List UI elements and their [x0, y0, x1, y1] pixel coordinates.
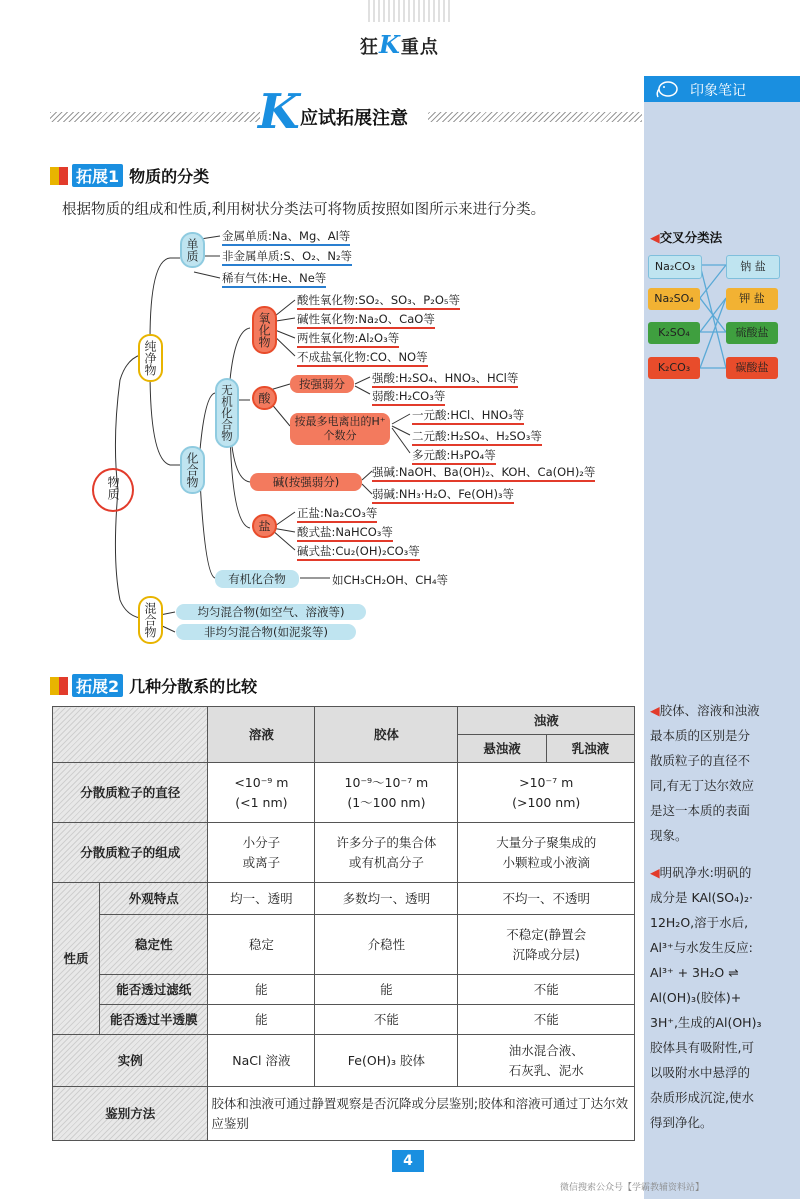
cross-right-1: 钠 盐: [726, 255, 780, 279]
table-row: [53, 883, 635, 915]
header-k-logo: K: [379, 30, 401, 59]
section2-tag: 拓展2: [72, 674, 123, 697]
page-title: 应试拓展注意: [300, 108, 408, 129]
side-note-1: ◀胶体、溶液和浊液 最本质的区别是分 散质粒子的直径不 同,有无丁达尔效应 是这一本质的表面 现象。: [650, 703, 760, 843]
sidebar-title: 印象笔记: [690, 83, 746, 99]
cross-left-3: K₂SO₄: [648, 322, 700, 344]
cross-heading: ◀交叉分类法: [650, 230, 723, 245]
table-header-solution: 溶液: [208, 707, 315, 763]
cell: >10⁻⁷ m (>100 nm): [458, 763, 635, 823]
tree-acidic-oxide: 酸性氧化物:SO₂、SO₃、P₂O₅等: [297, 292, 460, 310]
header-prefix: 狂: [360, 37, 379, 58]
section1-title: 物质的分类: [129, 167, 210, 186]
table-header-suspension: 悬浊液: [458, 735, 546, 763]
tree-weak-base: 弱碱:NH₃·H₂O、Fe(OH)₃等: [372, 486, 514, 504]
comparison-table: [52, 706, 635, 1141]
cell: 大量分子聚集成的 小颗粒或小液滴: [458, 823, 635, 883]
cell: 均一、透明: [208, 883, 315, 915]
tree-compound: 化合物: [180, 446, 205, 494]
row-label: 稳定性: [100, 915, 208, 975]
cross-right-3: 硫酸盐: [726, 322, 778, 344]
tree-normal-salt: 正盐:Na₂CO₃等: [297, 505, 377, 523]
tree-inorganic: 无机化合物: [215, 378, 239, 448]
property-label: 性质: [53, 883, 100, 1035]
cross-right-2: 钾 盐: [726, 288, 778, 310]
table-row: [53, 975, 635, 1005]
tree-oxide: 氧化物: [252, 306, 277, 354]
row-label: 分散质粒子的直径: [53, 763, 208, 823]
cross-left-2: Na₂SO₄: [648, 288, 700, 310]
table-row: [53, 1005, 635, 1035]
table-header-colloid: 胶体: [315, 707, 458, 763]
tree-root: 物质: [92, 468, 134, 512]
section1-intro: 根据物质的组成和性质,利用树状分类法可将物质按照如图所示来进行分类。: [62, 202, 546, 218]
cross-right-4: 碳酸盐: [726, 357, 778, 379]
cell: 小分子 或离子: [208, 823, 315, 883]
cell: 不能: [458, 975, 635, 1005]
tree-metal: 金属单质:Na、Mg、Al等: [222, 228, 350, 246]
tree-nonmetal: 非金属单质:S、O₂、N₂等: [222, 248, 352, 266]
cell: 不能: [458, 1005, 635, 1035]
book-icon: [50, 677, 68, 695]
side-note-2: ◀明矾净水:明矾的 成分是 KAl(SO₄)₂· 12H₂O,溶于水后, Al³⁺与水发生反应: Al³⁺ + 3H₂O ⇌ Al(OH)₃(胶体)+ 3H⁺,生成的Al(OH)₃ 胶体具有吸附性,可 以吸附水中悬浮的 杂质形成沉淀,使水 得到净化。: [650, 865, 762, 1130]
tree-pure: 纯净物: [138, 334, 163, 382]
table-row: [53, 823, 635, 883]
cell: 多数均一、透明: [315, 883, 458, 915]
tree-strong-base: 强碱:NaOH、Ba(OH)₂、KOH、Ca(OH)₂等: [372, 464, 595, 482]
page-number: 4: [392, 1150, 424, 1172]
cross-left-1: Na₂CO₃: [648, 255, 702, 279]
table-header-turbid: 浊液: [458, 707, 635, 735]
tree-base: 碱(按强弱分): [250, 473, 362, 491]
header-suffix: 重点: [400, 37, 439, 58]
row-label: 实例: [53, 1035, 208, 1087]
tree-mixture: 混合物: [138, 596, 163, 644]
cell: NaCl 溶液: [208, 1035, 315, 1087]
footer-watermark: 微信搜索公众号【学霸教辅资料站】: [560, 1183, 705, 1193]
cell: 不能: [315, 1005, 458, 1035]
tree-basic-oxide: 碱性氧化物:Na₂O、CaO等: [297, 311, 435, 329]
cell: 不均一、不透明: [458, 883, 635, 915]
cell: <10⁻⁹ m (<1 nm): [208, 763, 315, 823]
cell: Fe(OH)₃ 胶体: [315, 1035, 458, 1087]
tree-acid: 酸: [252, 386, 277, 410]
cell: 胶体和浊液可通过静置观察是否沉降或分层鉴别;胶体和溶液可通过丁达尔效应鉴别: [208, 1087, 635, 1141]
tree-heterogeneous: 非均匀混合物(如泥浆等): [176, 624, 356, 640]
row-label: 分散质粒子的组成: [53, 823, 208, 883]
tree-neutral-oxide: 不成盐氧化物:CO、NO等: [297, 349, 428, 367]
tree-weak-acid: 弱酸:H₂CO₃等: [372, 388, 445, 406]
cross-left-4: K₂CO₃: [648, 357, 700, 379]
tree-organic: 有机化合物: [215, 570, 299, 588]
table-corner: [53, 707, 208, 763]
section1-tag: 拓展1: [72, 164, 123, 187]
cell: 能: [208, 1005, 315, 1035]
cell: 许多分子的集合体 或有机高分子: [315, 823, 458, 883]
table-row: [53, 1035, 635, 1087]
tree-organic-example: 如CH₃CH₂OH、CH₄等: [332, 573, 449, 587]
tree-mono-acid: 一元酸:HCl、HNO₃等: [412, 407, 524, 425]
cell: 能: [208, 975, 315, 1005]
tree-acid-salt: 酸式盐:NaHCO₃等: [297, 524, 393, 542]
tree-acid-h: 按最多电离出的H⁺个数分: [290, 413, 390, 445]
tree-homogeneous: 均匀混合物(如空气、溶液等): [176, 604, 366, 620]
cell: 不稳定(静置会 沉降或分层): [458, 915, 635, 975]
table-row: [53, 1087, 635, 1141]
tree-strong-acid: 强酸:H₂SO₄、HNO₃、HCl等: [372, 370, 518, 388]
cross-title: 交叉分类法: [659, 230, 723, 245]
tree-poly-acid: 多元酸:H₃PO₄等: [412, 447, 496, 465]
tree-element: 单质: [180, 232, 205, 268]
tree-noble: 稀有气体:He、Ne等: [222, 270, 326, 288]
row-label: 能否透过滤纸: [100, 975, 208, 1005]
title-k-logo: K: [258, 84, 300, 140]
tree-di-acid: 二元酸:H₂SO₄、H₂SO₃等: [412, 428, 542, 446]
cell: 能: [315, 975, 458, 1005]
tree-salt: 盐: [252, 514, 277, 538]
table-row: [53, 915, 635, 975]
cell: 稳定: [208, 915, 315, 975]
cell: 油水混合液、 石灰乳、泥水: [458, 1035, 635, 1087]
elephant-icon: [654, 78, 682, 98]
row-label: 鉴别方法: [53, 1087, 208, 1141]
tree-basic-salt: 碱式盐:Cu₂(OH)₂CO₃等: [297, 543, 420, 561]
row-label: 能否透过半透膜: [100, 1005, 208, 1035]
tree-amph-oxide: 两性氧化物:Al₂O₃等: [297, 330, 399, 348]
section2-title: 几种分散系的比较: [129, 677, 258, 696]
cell: 10⁻⁹～10⁻⁷ m (1～100 nm): [315, 763, 458, 823]
row-label: 外观特点: [100, 883, 208, 915]
section2-heading: [50, 674, 257, 697]
tree-acid-strength: 按强弱分: [290, 375, 354, 393]
table-row: [53, 763, 635, 823]
table-header-emulsion: 乳浊液: [546, 735, 634, 763]
cell: 介稳性: [315, 915, 458, 975]
